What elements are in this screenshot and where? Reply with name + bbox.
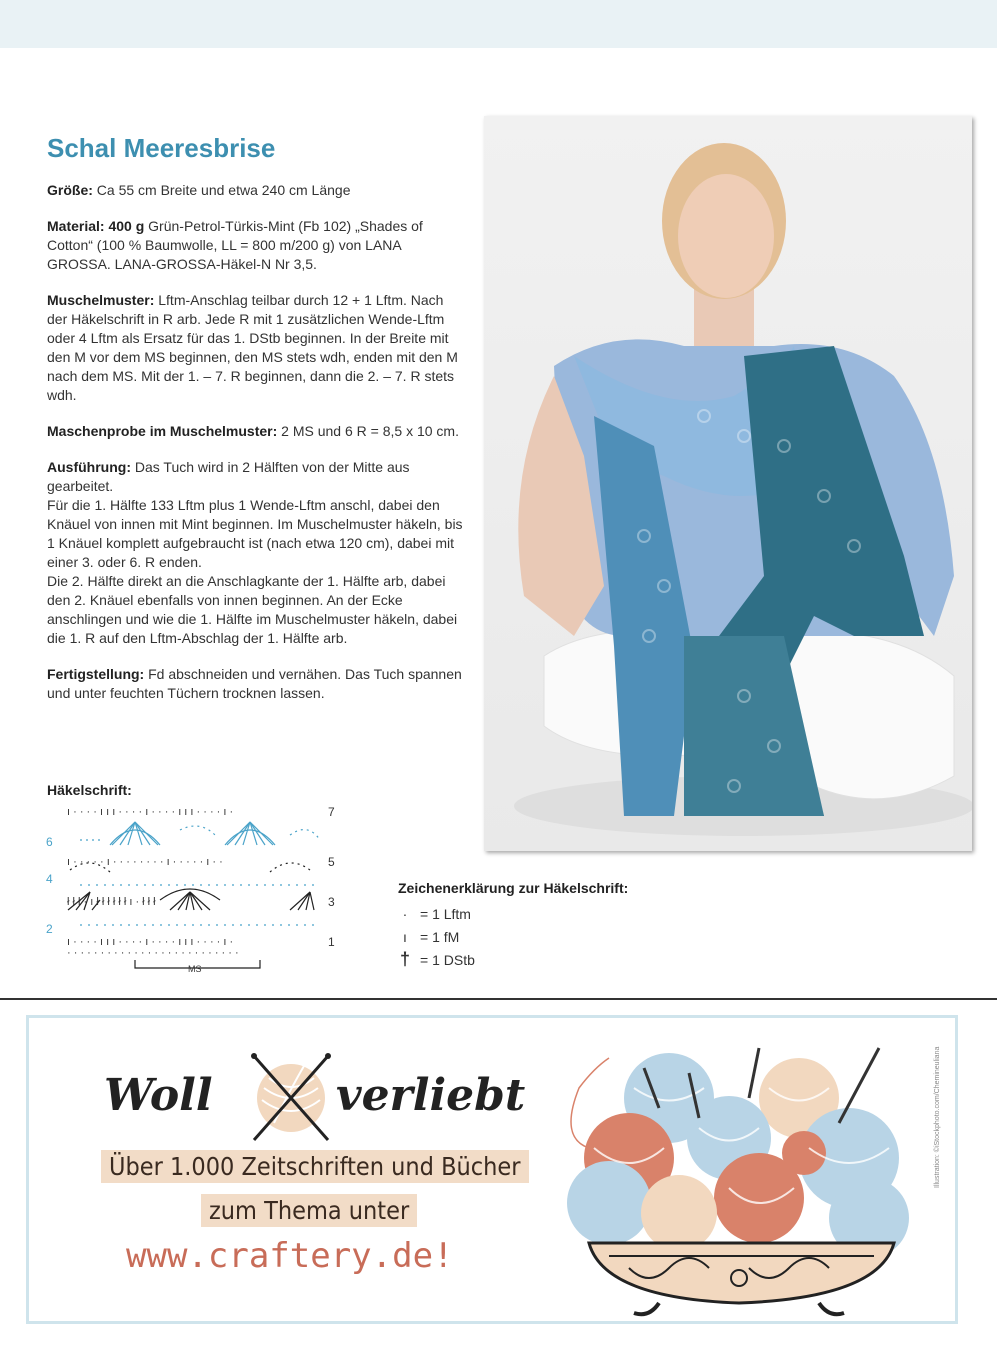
section-label: Material: 400 g: [47, 218, 145, 234]
model-illustration: [484, 116, 972, 851]
wollverliebt-logo: [104, 1038, 534, 1148]
repeat-label: MS: [188, 964, 202, 974]
section-label: Muschelmuster:: [47, 292, 155, 308]
svg-text:ı · · · · ı ı ı · · · · ı · ·: ı · · · · ı ı ı · · · · ı · · · · ı ı ı · · · · ı ·: [67, 806, 234, 818]
logo-text-left: Woll: [104, 1070, 213, 1121]
section-gauge: [47, 422, 467, 441]
row-label-3: 3: [328, 895, 335, 909]
section-label: Fertigstellung:: [47, 666, 145, 682]
chart-title: Häkelschrift:: [47, 782, 132, 798]
chart-legend: [398, 880, 628, 971]
section-label: Ausführung:: [47, 459, 131, 475]
crochet-chart: [40, 800, 350, 980]
illustration-credit: Illustration: ©iStockphoto.com/Chemineuliana: [934, 1046, 941, 1188]
top-band: [0, 0, 997, 48]
legend-text: = 1 Lftm: [420, 905, 471, 922]
page-title: Schal Meeresbrise: [47, 133, 276, 163]
section-text: Ca 55 cm Breite und etwa 240 cm Länge: [92, 182, 351, 198]
ad-line-1: Über 1.000 Zeitschriften und Bücher: [101, 1150, 529, 1183]
legend-text: = 1 fM: [420, 928, 460, 945]
single-crochet-icon: ı: [403, 928, 407, 945]
double-treble-icon: †: [399, 949, 410, 969]
section-material: [47, 217, 467, 274]
yarn-ball-icon: [244, 1048, 338, 1142]
section-text: Fd abschneiden und vernähen. Das Tuch spannen und unter feuchten Tüchern trocknen lassen.: [47, 666, 462, 701]
legend-item: [398, 925, 628, 948]
section-text: Das Tuch wird in 2 Hälften von der Mitte aus gearbeitet. Für die 1. Hälfte 133 Lftm plus 1 Wende-Lftm anschl, dabei den Knäuel von innen mit Mint beginnen. Im Muschelmuster häkeln, bis 1 Knäuel komplett aufgebraucht ist (nach etwa 120 cm), dabei mit einer 3. oder 6. R enden. Die 2. Hälfte direkt an die Anschlagkante der 1. Hälfte arb, dabei den 2. Knäuel ebenfalls von innen beginnen. An der Ecke anschlingen und wie die 1. Hälfte im Muschelmuster häkeln, dabei die 1. R auf den Lftm-Abschlag der 1. Hälfte arb.: [47, 459, 463, 646]
legend-text: = 1 DStb: [420, 951, 475, 968]
svg-text:ı · · · · · ı · · · · · · · ·: ı · · · · · ı · · · · · · · · ı · · · · · ı · ·: [67, 856, 223, 868]
section-divider: [0, 998, 997, 1000]
row-label-4: 4: [46, 872, 53, 886]
section-text: Grün-Petrol-Türkis-Mint (Fb 102) „Shades of Cotton“ (100 % Baumwolle, LL = 800 m/200 g) von LANA GROSSA. LANA-GROSSA-Häkel-N Nr 3,5.: [47, 218, 423, 272]
section-text: Lftm-Anschlag teilbar durch 12 + 1 Lftm. Nach der Häkelschrift in R arb. Jede R mit 1 zusätzlichen Wende-Lftm oder 4 Lftm als Ersatz für das 1. DStb beginnen. In der Breite mit den M vor dem MS beginnen, den MS stets wdh, enden mit den M nach dem MS. Mit der 1. – 7. R beginnen, dann die 2. – 7. R stets wdh.: [47, 292, 458, 403]
legend-item: [398, 902, 628, 925]
section-size: [47, 181, 467, 200]
product-photo: [484, 116, 972, 851]
legend-item: [398, 948, 628, 971]
section-label: Maschenprobe im Muschelmuster:: [47, 423, 278, 439]
legend-title: Zeichenerklärung zur Häkelschrift:: [398, 880, 629, 896]
row-label-7: 7: [328, 805, 335, 819]
logo-text-right: verliebt: [336, 1070, 526, 1121]
chain-stitch-icon: ·: [402, 905, 408, 922]
svg-text:ı · · · · ı ı ı · · · · ı · ·: ı · · · · ı ı ı · · · · ı · · · · ı ı ı · · · · ı ·: [67, 936, 234, 948]
section-text: 2 MS und 6 R = 8,5 x 10 cm.: [277, 423, 459, 439]
yarn-basket-illustration: [549, 1028, 929, 1318]
row-label-6: 6: [46, 835, 53, 849]
craftery-ad[interactable]: [26, 1015, 958, 1324]
section-finishing: [47, 665, 467, 703]
svg-text:· · · · · · · · · · · · · · ·: · · · · · · · · · · · · · · · · · · · · · · · · · ·: [67, 947, 239, 959]
section-pattern: [47, 291, 467, 405]
row-label-2: 2: [46, 922, 53, 936]
row-label-1: 1: [328, 935, 335, 949]
section-label: Größe:: [47, 182, 93, 198]
section-execution: [47, 458, 467, 648]
row-label-5: 5: [328, 855, 335, 869]
ad-url-link[interactable]: www.craftery.de!: [126, 1236, 454, 1276]
instructions-column: [47, 181, 467, 720]
chart-row-7: [67, 806, 233, 818]
ad-line-2: zum Thema unter: [201, 1194, 417, 1227]
svg-text:ł ł ł · ı ł ł ł ł ł ł ı: ł ł ł · ı ł ł ł ł ł ł ı · ł ł ł: [67, 896, 156, 908]
